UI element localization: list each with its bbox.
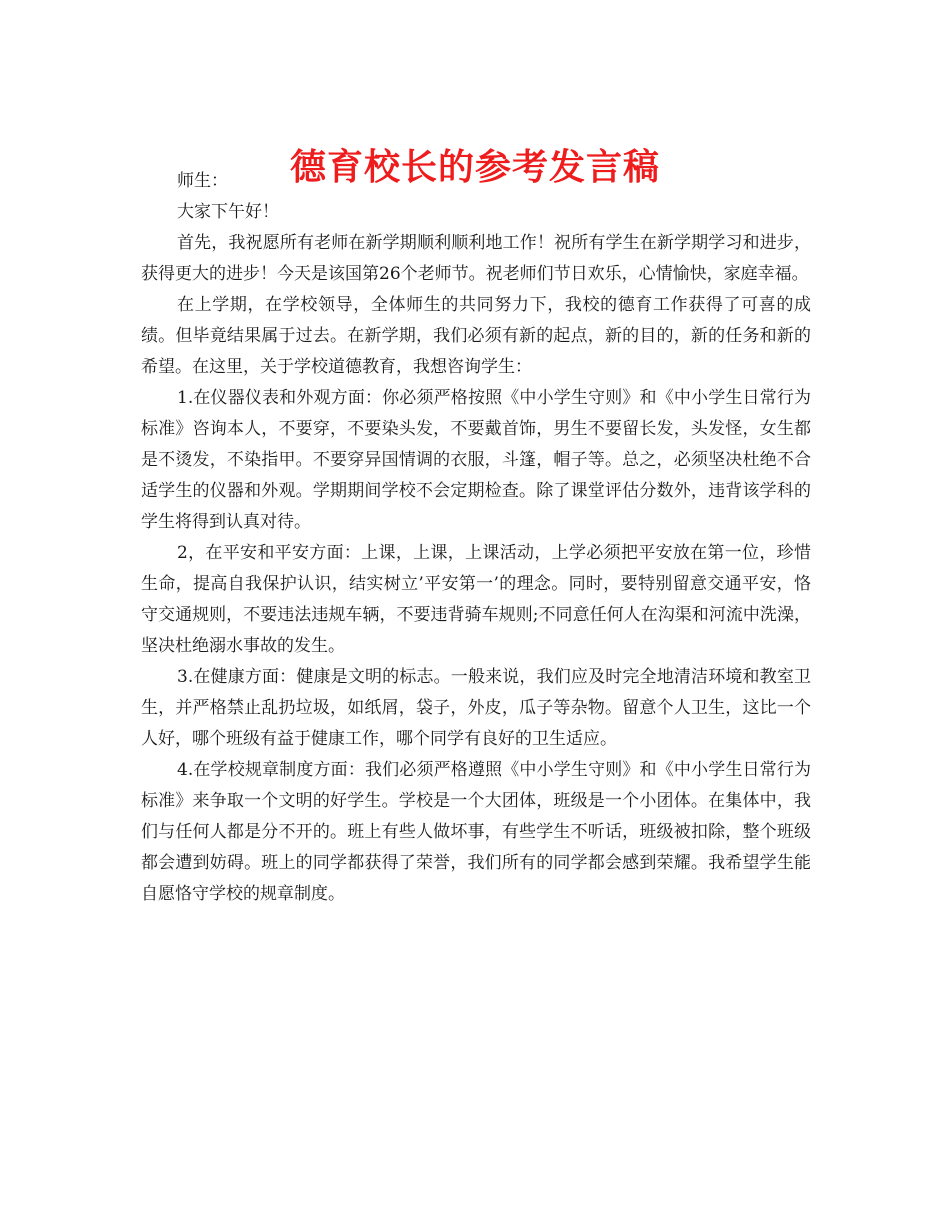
- body-paragraph: 首先，我祝愿所有老师在新学期顺利顺利地工作！祝所有学生在新学期学习和进步，获得更大的进步！今天是该国第26个老师节。祝老师们节日欢乐，心情愉快，家庭幸福。: [141, 233, 811, 284]
- body-paragraph: 2，在平安和平安方面：上课，上课，上课活动，上学必须把平安放在第一位，珍惜生命，提高自我保护认识，结实树立’平安第一’的理念。同时，要特别留意交通平安，恪守交通规则，不要违法违规车辆，不要违背骑车规则;不同意任何人在沟渠和河流中洗澡，坚决杜绝溺水事故的发生。: [141, 543, 811, 656]
- salutation: 师生：: [177, 171, 228, 191]
- greeting: 大家下午好！: [177, 202, 279, 222]
- document-body: [141, 166, 811, 910]
- body-paragraph: 在上学期，在学校领导，全体师生的共同努力下，我校的德育工作获得了可喜的成绩。但毕竟结果属于过去。在新学期，我们必须有新的起点，新的目的，新的任务和新的希望。在这里，关于学校道德教育，我想咨询学生：: [141, 295, 811, 377]
- body-paragraph: 1.在仪器仪表和外观方面：你必须严格按照《中小学生守则》和《中小学生日常行为标准》咨询本人，不要穿，不要染头发，不要戴首饰，男生不要留长发，头发怪，女生都是不烫发，不染指甲。不要穿异国情调的衣服，斗篷，帽子等。总之，必须坚决杜绝不合适学生的仪器和外观。学期期间学校不会定期检查。除了课堂评估分数外，违背该学科的学生将得到认真对待。: [141, 388, 811, 532]
- body-paragraph: 3.在健康方面：健康是文明的标志。一般来说，我们应及时完全地清洁环境和教室卫生，并严格禁止乱扔垃圾，如纸屑，袋子，外皮，瓜子等杂物。留意个人卫生，这比一个人好，哪个班级有益于健康工作，哪个同学有良好的卫生适应。: [141, 667, 811, 749]
- body-paragraph: 4.在学校规章制度方面：我们必须严格遵照《中小学生守则》和《中小学生日常行为标准》来争取一个文明的好学生。学校是一个大团体，班级是一个小团体。在集体中，我们与任何人都是分不开的。班上有些人做坏事，有些学生不听话，班级被扣除，整个班级都会遭到妨碍。班上的同学都获得了荣誉，我们所有的同学都会感到荣耀。我希望学生能自愿恪守学校的规章制度。: [141, 760, 811, 904]
- document-title: 德育校长的参考发言稿: [289, 147, 660, 189]
